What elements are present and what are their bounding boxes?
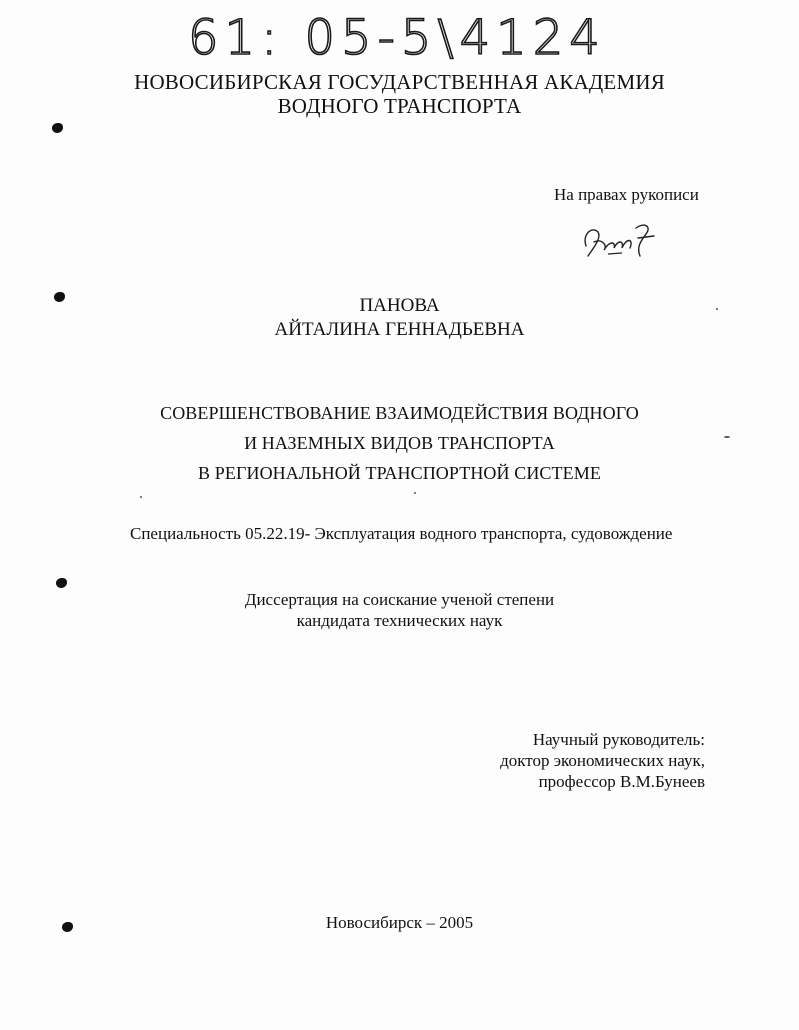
specialty: Специальность 05.22.19- Эксплуатация водного транспорта, судовождение [130,524,673,543]
svg-text:61: 05-5\4124: 61: 05-5\4124 [188,10,606,66]
scan-speck [724,436,730,438]
city-year: Новосибирск – 2005 [325,913,474,932]
supervisor-label: Научный руководитель: [532,730,705,749]
scan-speck [140,496,142,498]
title-line-1: СОВЕРШЕНСТВОВАНИЕ ВЗАИМОДЕЙСТВИЯ ВОДНОГО [160,403,639,423]
punch-hole-mark [52,123,63,133]
title-line-3: В РЕГИОНАЛЬНОЙ ТРАНСПОРТНОЙ СИСТЕМЕ [198,463,601,483]
dissertation-line-2: кандидата технических наук [296,611,503,630]
scan-speck [716,308,718,310]
dissertation-line-1: Диссертация на соискание ученой степени [244,590,555,609]
author-surname: ПАНОВА [359,295,440,316]
signature [578,216,666,264]
supervisor-degree: доктор экономических наук, [500,751,705,770]
institution-line-1: НОВОСИБИРСКАЯ ГОСУДАРСТВЕННАЯ АКАДЕМИЯ [134,70,665,94]
punch-hole-mark [56,578,67,588]
author-given-names: АЙТАЛИНА ГЕННАДЬЕВНА [274,319,525,340]
handwritten-archive-number [188,2,628,66]
title-line-2: И НАЗЕМНЫХ ВИДОВ ТРАНСПОРТА [244,433,555,453]
scan-speck [414,492,416,494]
manuscript-rights: На правах рукописи [554,185,699,204]
institution-line-2: ВОДНОГО ТРАНСПОРТА [277,94,522,118]
supervisor-name: профессор В.М.Бунеев [538,772,705,791]
